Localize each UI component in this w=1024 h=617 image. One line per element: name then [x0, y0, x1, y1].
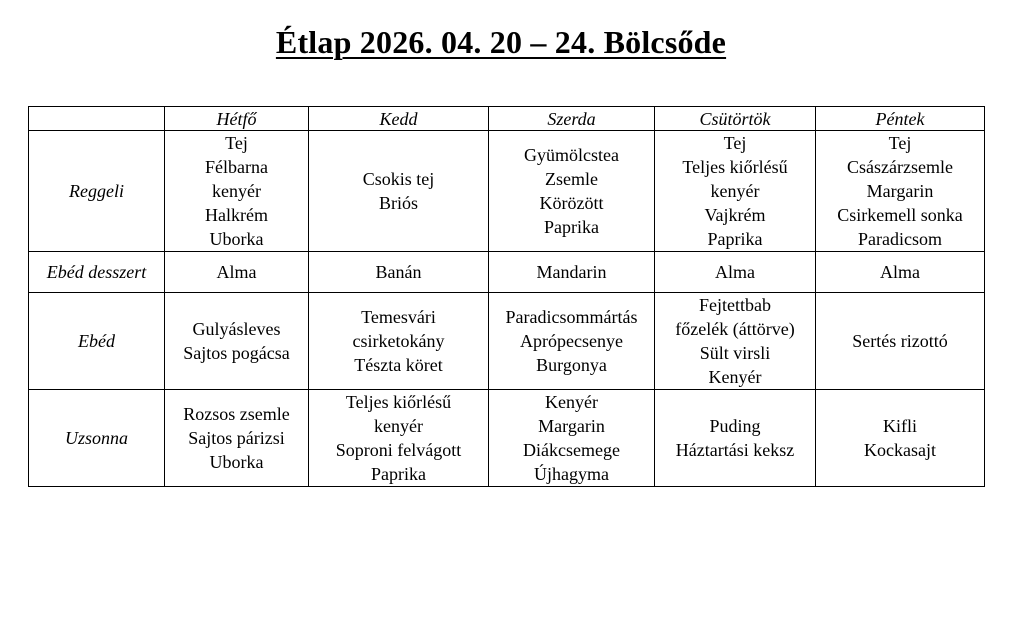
menu-cell	[165, 293, 309, 390]
menu-item-line: Sertés rizottó	[852, 331, 948, 351]
menu-item-line: Teljes kiőrlésű	[682, 157, 788, 177]
menu-item-line: Császárzsemle	[847, 157, 953, 177]
menu-item-line: Tej	[723, 133, 747, 153]
menu-item-line: Temesvári	[361, 307, 436, 327]
menu-cell	[816, 293, 985, 390]
meal-row-snack	[29, 390, 985, 487]
menu-cell	[489, 252, 655, 293]
menu-item-line: Háztartási keksz	[675, 440, 795, 460]
meal-row-breakfast	[29, 131, 985, 252]
menu-cell	[165, 131, 309, 252]
menu-cell	[489, 390, 655, 487]
menu-item-line: Paradicsommártás	[505, 307, 638, 327]
menu-item-line: Diákcsemege	[523, 440, 620, 460]
day-header-monday: Hétfő	[165, 107, 309, 131]
menu-item-line: Fejtettbab	[699, 295, 771, 315]
day-header-tuesday: Kedd	[309, 107, 489, 131]
menu-item-line: Briós	[378, 193, 418, 213]
menu-item-line: Puding	[709, 416, 761, 436]
day-header-thursday: Csütörtök	[655, 107, 816, 131]
menu-item-line: Gyümölcstea	[524, 145, 619, 165]
menu-item-line: Teljes kiőrlésű	[345, 392, 452, 412]
page-title: Étlap 2026. 04. 20 – 24. Bölcsőde	[275, 24, 727, 60]
corner-cell	[29, 107, 165, 131]
menu-item-line: Újhagyma	[534, 464, 609, 484]
menu-cell	[309, 131, 489, 252]
menu-item-line: Burgonya	[536, 355, 607, 375]
menu-item-line: Tej	[888, 133, 912, 153]
menu-item-line: Mandarin	[536, 262, 607, 282]
row-label-breakfast: Reggeli	[29, 131, 165, 252]
menu-item-line: Félbarna	[205, 157, 268, 177]
menu-item-line: Csirkemell sonka	[837, 205, 963, 225]
menu-cell	[309, 390, 489, 487]
meal-row-lunch	[29, 293, 985, 390]
menu-item-line: Paprika	[544, 217, 599, 237]
menu-item-line: Aprópecsenye	[520, 331, 623, 351]
menu-item-line: Csokis tej	[362, 169, 435, 189]
menu-cell	[655, 390, 816, 487]
menu-cell	[816, 131, 985, 252]
menu-item-line: Uborka	[209, 452, 264, 472]
menu-cell	[489, 293, 655, 390]
menu-item-line: Tészta köret	[354, 355, 443, 375]
menu-cell	[655, 131, 816, 252]
menu-item-line: kenyér	[212, 181, 261, 201]
menu-item-line: Paradicsom	[858, 229, 942, 249]
menu-cell	[489, 131, 655, 252]
menu-cell	[816, 252, 985, 293]
menu-item-line: főzelék (áttörve)	[675, 319, 795, 339]
menu-item-line: Gulyásleves	[192, 319, 281, 339]
row-label-lunch-dessert: Ebéd desszert	[29, 252, 165, 293]
menu-cell	[816, 390, 985, 487]
menu-item-line: Banán	[375, 262, 422, 282]
menu-cell	[309, 252, 489, 293]
row-label-lunch: Ebéd	[29, 293, 165, 390]
menu-item-line: Kenyér	[545, 392, 598, 412]
menu-item-line: Paprika	[371, 464, 426, 484]
menu-item-line: Alma	[216, 262, 257, 282]
menu-item-line: Körözött	[539, 193, 604, 213]
menu-cell	[165, 390, 309, 487]
menu-item-line: Kenyér	[708, 367, 762, 387]
day-header-wednesday: Szerda	[489, 107, 655, 131]
menu-item-line: Vajkrém	[704, 205, 766, 225]
menu-item-line: csirketokány	[352, 331, 445, 351]
menu-cell	[655, 252, 816, 293]
menu-cell	[165, 252, 309, 293]
menu-item-line: Sült virsli	[699, 343, 771, 363]
meal-row-lunch-dessert	[29, 252, 985, 293]
row-label-snack: Uzsonna	[29, 390, 165, 487]
day-header-friday: Péntek	[816, 107, 985, 131]
menu-item-line: Uborka	[209, 229, 264, 249]
menu-item-line: Margarin	[866, 181, 934, 201]
menu-item-line: Sajtos pogácsa	[183, 343, 290, 363]
header-row	[29, 107, 985, 131]
menu-item-line: Halkrém	[205, 205, 268, 225]
menu-item-line: Alma	[880, 262, 920, 282]
menu-item-line: Kifli	[883, 416, 917, 436]
menu-item-line: kenyér	[374, 416, 423, 436]
menu-item-line: Paprika	[707, 229, 763, 249]
menu-table	[28, 106, 985, 487]
menu-item-line: Alma	[715, 262, 755, 282]
menu-item-line: Sajtos párizsi	[188, 428, 285, 448]
menu-item-line: Soproni felvágott	[335, 440, 462, 460]
menu-item-line: Rozsos zsemle	[183, 404, 290, 424]
menu-item-line: Kockasajt	[864, 440, 936, 460]
menu-item-line: Zsemle	[545, 169, 598, 189]
menu-cell	[309, 293, 489, 390]
menu-item-line: kenyér	[710, 181, 760, 201]
menu-item-line: Margarin	[538, 416, 605, 436]
menu-item-line: Tej	[225, 133, 248, 153]
menu-cell	[655, 293, 816, 390]
